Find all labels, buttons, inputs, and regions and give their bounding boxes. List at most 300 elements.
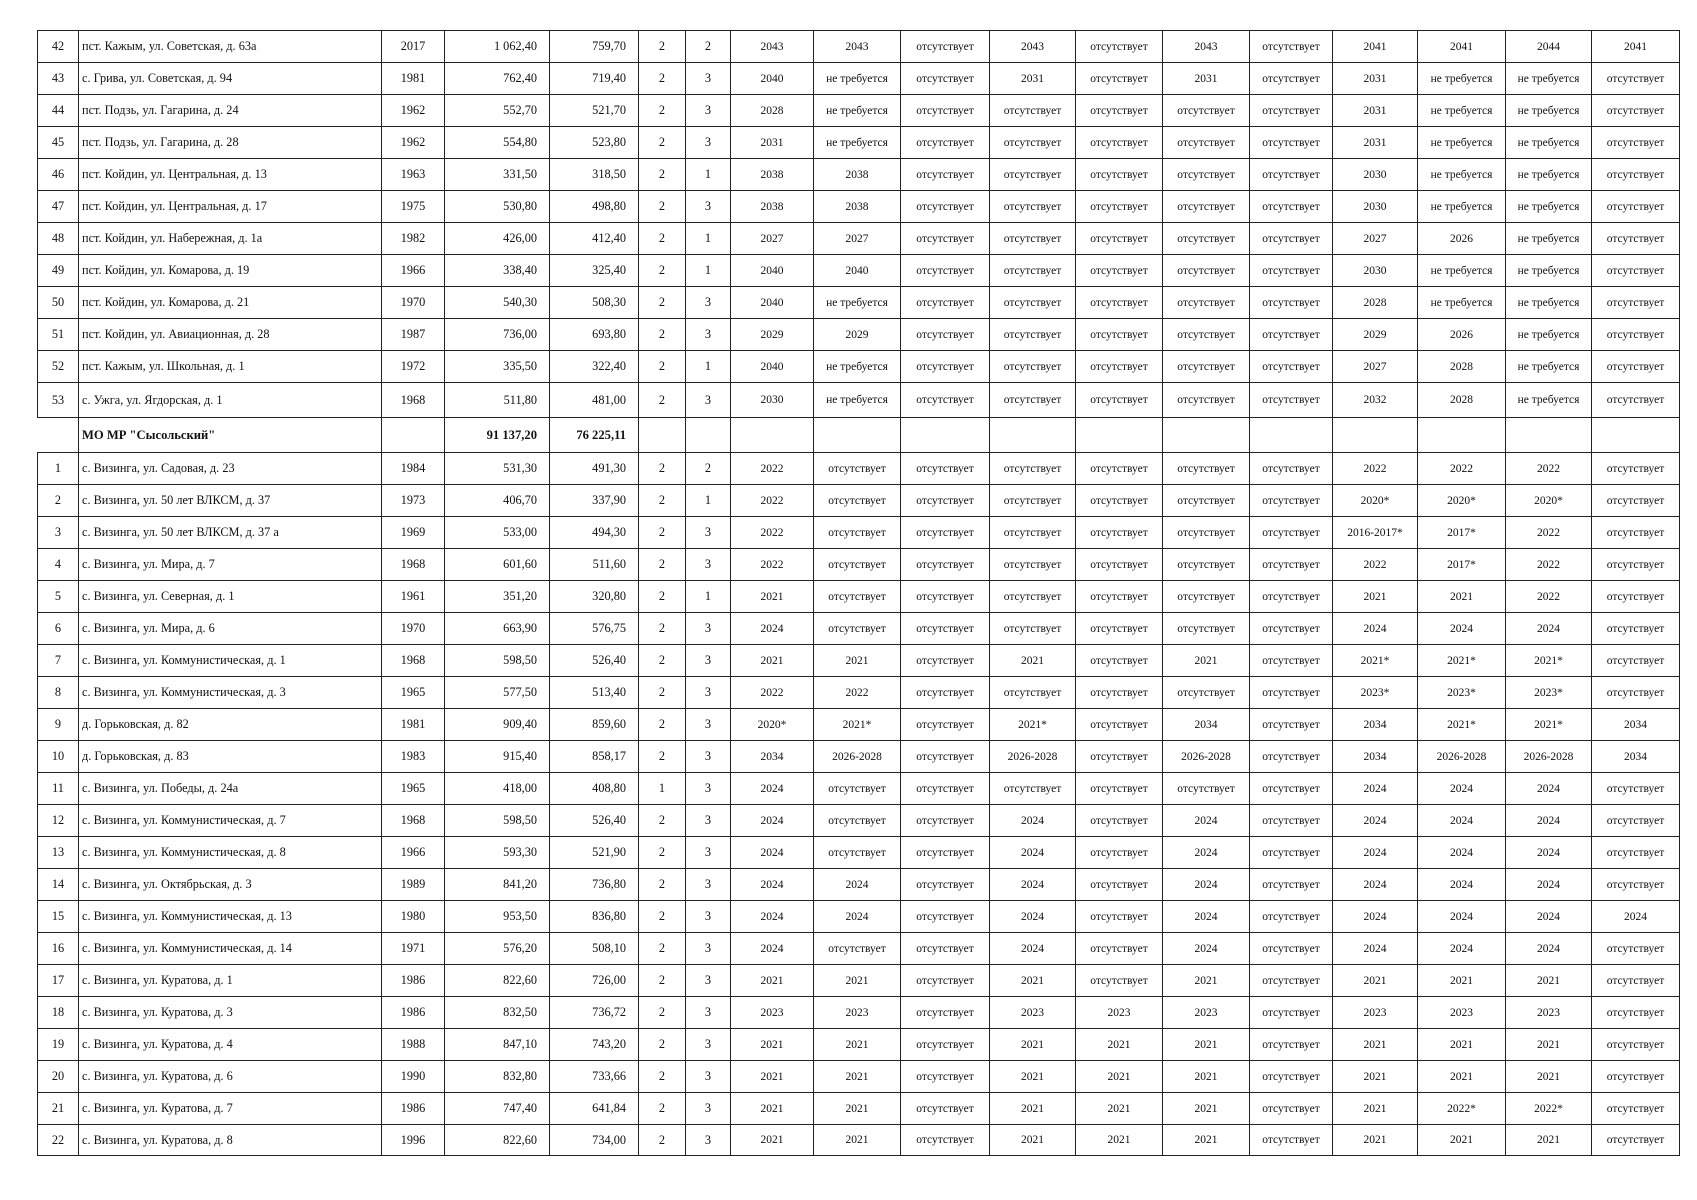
cell-year-built: 1965 <box>382 773 445 805</box>
cell-lift-repair-year: отсутствует <box>1592 1061 1680 1093</box>
cell-gas-repair-year: отсутствует <box>1076 287 1163 319</box>
cell-electric-repair-year: 2021 <box>1333 1029 1418 1061</box>
cell-lift-repair-year: отсутствует <box>1592 645 1680 677</box>
table-row <box>38 223 1680 255</box>
cell-foundation-repair-year: отсутствует <box>901 869 990 901</box>
cell-total-area: 418,00 <box>445 773 550 805</box>
cell-living-area: 734,00 <box>550 1125 639 1156</box>
cell-address: пст. Койдин, ул. Набережная, д. 1а <box>79 223 382 255</box>
cell-sewer-repair-year: 2021 <box>1418 965 1506 997</box>
cell-address: пст. Кажым, ул. Школьная, д. 1 <box>79 351 382 383</box>
table-row <box>38 287 1680 319</box>
cell-roof-repair-year: 2028 <box>731 95 814 127</box>
cell-living-area: 408,80 <box>550 773 639 805</box>
cell-year-built: 1961 <box>382 581 445 613</box>
cell-cold-water-repair-year: отсутствует <box>1250 63 1333 95</box>
cell-year-built: 1962 <box>382 127 445 159</box>
cell-entrances-count: 3 <box>686 741 731 773</box>
cell-year-built: 1990 <box>382 1061 445 1093</box>
table-row <box>38 127 1680 159</box>
table-row <box>38 31 1680 63</box>
cell-foundation-repair-year: отсутствует <box>901 63 990 95</box>
cell-row-number: 22 <box>38 1125 79 1156</box>
cell-basement-repair-year: не требуется <box>1506 95 1592 127</box>
cell-row-number: 15 <box>38 901 79 933</box>
cell-heating-repair-year: 2021 <box>990 965 1076 997</box>
cell-sewer-repair-year: не требуется <box>1418 159 1506 191</box>
cell-hot-water-repair-year: отсутствует <box>1163 517 1250 549</box>
cell-hot-water-repair-year: 2024 <box>1163 869 1250 901</box>
cell-entrances-count: 3 <box>686 1125 731 1156</box>
cell-hot-water-repair-year: отсутствует <box>1163 95 1250 127</box>
cell-hot-water-repair-year: отсутствует <box>1163 453 1250 485</box>
table-row <box>38 351 1680 383</box>
cell-gas-repair-year: отсутствует <box>1076 485 1163 517</box>
cell-lift-repair-year: отсутствует <box>1592 677 1680 709</box>
cell-entrances-count: 3 <box>686 997 731 1029</box>
cell-electric-repair-year: 2030 <box>1333 255 1418 287</box>
cell-foundation-repair-year: отсутствует <box>901 383 990 418</box>
table-row <box>38 383 1680 418</box>
cell-basement-repair-year: 2022 <box>1506 581 1592 613</box>
cell-hot-water-repair-year: отсутствует <box>1163 191 1250 223</box>
cell-lift-repair-year <box>1592 418 1680 453</box>
cell-basement-repair-year: 2022 <box>1506 549 1592 581</box>
cell-roof-repair-year: 2040 <box>731 287 814 319</box>
cell-gas-repair-year: отсутствует <box>1076 709 1163 741</box>
cell-gas-repair-year: отсутствует <box>1076 351 1163 383</box>
cell-facade-repair-year: 2026-2028 <box>814 741 901 773</box>
cell-floors-count: 2 <box>639 485 686 517</box>
cell-electric-repair-year: 2032 <box>1333 383 1418 418</box>
cell-floors-count: 2 <box>639 837 686 869</box>
cell-hot-water-repair-year: 2021 <box>1163 1125 1250 1156</box>
cell-foundation-repair-year: отсутствует <box>901 1125 990 1156</box>
cell-total-area: 663,90 <box>445 613 550 645</box>
cell-sewer-repair-year: 2024 <box>1418 613 1506 645</box>
cell-electric-repair-year: 2021 <box>1333 1125 1418 1156</box>
cell-address: с. Визинга, ул. Куратова, д. 4 <box>79 1029 382 1061</box>
cell-foundation-repair-year: отсутствует <box>901 95 990 127</box>
cell-hot-water-repair-year: 2034 <box>1163 709 1250 741</box>
cell-gas-repair-year: отсутствует <box>1076 63 1163 95</box>
cell-gas-repair-year: отсутствует <box>1076 319 1163 351</box>
cell-sewer-repair-year: 2021 <box>1418 1061 1506 1093</box>
cell-hot-water-repair-year <box>1163 418 1250 453</box>
cell-electric-repair-year: 2021 <box>1333 581 1418 613</box>
cell-basement-repair-year: не требуется <box>1506 319 1592 351</box>
table-row <box>38 549 1680 581</box>
cell-roof-repair-year: 2029 <box>731 319 814 351</box>
cell-cold-water-repair-year: отсутствует <box>1250 549 1333 581</box>
cell-year-built: 1975 <box>382 191 445 223</box>
cell-row-number: 12 <box>38 805 79 837</box>
cell-foundation-repair-year: отсутствует <box>901 223 990 255</box>
cell-basement-repair-year: не требуется <box>1506 351 1592 383</box>
cell-sewer-repair-year: 2024 <box>1418 773 1506 805</box>
cell-cold-water-repair-year: отсутствует <box>1250 1029 1333 1061</box>
cell-heating-repair-year: 2021 <box>990 1029 1076 1061</box>
table-row <box>38 773 1680 805</box>
cell-electric-repair-year: 2027 <box>1333 223 1418 255</box>
cell-basement-repair-year: не требуется <box>1506 223 1592 255</box>
cell-entrances-count: 3 <box>686 1061 731 1093</box>
cell-total-area: 762,40 <box>445 63 550 95</box>
cell-lift-repair-year: 2024 <box>1592 901 1680 933</box>
cell-roof-repair-year: 2024 <box>731 613 814 645</box>
cell-electric-repair-year: 2034 <box>1333 709 1418 741</box>
cell-entrances-count: 3 <box>686 709 731 741</box>
cell-electric-repair-year: 2030 <box>1333 159 1418 191</box>
cell-gas-repair-year: отсутствует <box>1076 805 1163 837</box>
cell-foundation-repair-year: отсутствует <box>901 1093 990 1125</box>
cell-basement-repair-year: 2021 <box>1506 1029 1592 1061</box>
cell-heating-repair-year: отсутствует <box>990 677 1076 709</box>
cell-address: пст. Подзь, ул. Гагарина, д. 24 <box>79 95 382 127</box>
cell-facade-repair-year: 2021 <box>814 1125 901 1156</box>
cell-facade-repair-year: 2024 <box>814 901 901 933</box>
cell-basement-repair-year: 2026-2028 <box>1506 741 1592 773</box>
cell-cold-water-repair-year: отсутствует <box>1250 933 1333 965</box>
cell-roof-repair-year: 2023 <box>731 997 814 1029</box>
cell-address: пст. Койдин, ул. Комарова, д. 21 <box>79 287 382 319</box>
cell-roof-repair-year: 2022 <box>731 517 814 549</box>
cell-entrances-count <box>686 418 731 453</box>
cell-roof-repair-year: 2022 <box>731 485 814 517</box>
cell-basement-repair-year: не требуется <box>1506 191 1592 223</box>
cell-sewer-repair-year: 2024 <box>1418 869 1506 901</box>
cell-lift-repair-year: отсутствует <box>1592 869 1680 901</box>
cell-lift-repair-year: отсутствует <box>1592 63 1680 95</box>
cell-address: с. Ужга, ул. Ягдорская, д. 1 <box>79 383 382 418</box>
cell-floors-count: 2 <box>639 1093 686 1125</box>
cell-row-number: 53 <box>38 383 79 418</box>
cell-row-number: 4 <box>38 549 79 581</box>
table-row <box>38 869 1680 901</box>
cell-facade-repair-year: отсутствует <box>814 453 901 485</box>
table-row <box>38 1029 1680 1061</box>
table-row <box>38 901 1680 933</box>
cell-entrances-count: 3 <box>686 965 731 997</box>
cell-year-built: 1963 <box>382 159 445 191</box>
cell-electric-repair-year: 2021 <box>1333 1061 1418 1093</box>
cell-sewer-repair-year: 2026-2028 <box>1418 741 1506 773</box>
cell-lift-repair-year: отсутствует <box>1592 1093 1680 1125</box>
cell-heating-repair-year: 2024 <box>990 869 1076 901</box>
cell-hot-water-repair-year: 2024 <box>1163 837 1250 869</box>
cell-year-built: 1970 <box>382 613 445 645</box>
cell-entrances-count: 3 <box>686 95 731 127</box>
cell-living-area: 491,30 <box>550 453 639 485</box>
cell-entrances-count: 1 <box>686 255 731 287</box>
cell-cold-water-repair-year: отсутствует <box>1250 837 1333 869</box>
cell-gas-repair-year: отсутствует <box>1076 677 1163 709</box>
cell-heating-repair-year: 2024 <box>990 901 1076 933</box>
cell-cold-water-repair-year: отсутствует <box>1250 383 1333 418</box>
cell-electric-repair-year: 2031 <box>1333 127 1418 159</box>
group-header-row <box>38 418 1680 453</box>
cell-floors-count: 2 <box>639 159 686 191</box>
cell-roof-repair-year: 2038 <box>731 159 814 191</box>
cell-entrances-count: 3 <box>686 933 731 965</box>
cell-address: с. Визинга, ул. Мира, д. 6 <box>79 613 382 645</box>
cell-floors-count: 2 <box>639 255 686 287</box>
cell-living-area: 859,60 <box>550 709 639 741</box>
cell-gas-repair-year: отсутствует <box>1076 453 1163 485</box>
cell-hot-water-repair-year: отсутствует <box>1163 255 1250 287</box>
cell-floors-count: 2 <box>639 95 686 127</box>
cell-facade-repair-year: 2021 <box>814 1093 901 1125</box>
cell-year-built: 1984 <box>382 453 445 485</box>
cell-address: с. Визинга, ул. Куратова, д. 1 <box>79 965 382 997</box>
cell-row-number: 6 <box>38 613 79 645</box>
cell-total-area: 841,20 <box>445 869 550 901</box>
cell-gas-repair-year: отсутствует <box>1076 933 1163 965</box>
cell-facade-repair-year: отсутствует <box>814 549 901 581</box>
cell-total-area: 338,40 <box>445 255 550 287</box>
cell-hot-water-repair-year: отсутствует <box>1163 127 1250 159</box>
cell-cold-water-repair-year: отсутствует <box>1250 1125 1333 1156</box>
cell-foundation-repair-year: отсутствует <box>901 997 990 1029</box>
cell-floors-count: 2 <box>639 1061 686 1093</box>
cell-living-area: 337,90 <box>550 485 639 517</box>
cell-year-built: 1966 <box>382 837 445 869</box>
cell-sewer-repair-year <box>1418 418 1506 453</box>
cell-total-area: 601,60 <box>445 549 550 581</box>
cell-basement-repair-year: 2022 <box>1506 517 1592 549</box>
cell-entrances-count: 3 <box>686 549 731 581</box>
cell-entrances-count: 1 <box>686 351 731 383</box>
table-row <box>38 485 1680 517</box>
cell-roof-repair-year: 2024 <box>731 773 814 805</box>
table-row <box>38 255 1680 287</box>
cell-hot-water-repair-year: 2021 <box>1163 965 1250 997</box>
cell-living-area: 318,50 <box>550 159 639 191</box>
cell-address: с. Визинга, ул. 50 лет ВЛКСМ, д. 37 а <box>79 517 382 549</box>
cell-sewer-repair-year: 2028 <box>1418 383 1506 418</box>
cell-cold-water-repair-year: отсутствует <box>1250 965 1333 997</box>
cell-year-built: 1968 <box>382 383 445 418</box>
cell-foundation-repair-year: отсутствует <box>901 31 990 63</box>
cell-foundation-repair-year: отсутствует <box>901 191 990 223</box>
cell-hot-water-repair-year: отсутствует <box>1163 485 1250 517</box>
cell-row-number: 7 <box>38 645 79 677</box>
cell-foundation-repair-year: отсутствует <box>901 645 990 677</box>
cell-row-number: 45 <box>38 127 79 159</box>
cell-hot-water-repair-year: отсутствует <box>1163 773 1250 805</box>
table-row <box>38 1061 1680 1093</box>
cell-row-number: 18 <box>38 997 79 1029</box>
cell-electric-repair-year: 2020* <box>1333 485 1418 517</box>
cell-facade-repair-year: 2024 <box>814 869 901 901</box>
cell-roof-repair-year: 2024 <box>731 933 814 965</box>
cell-row-number: 1 <box>38 453 79 485</box>
cell-roof-repair-year: 2021 <box>731 581 814 613</box>
cell-hot-water-repair-year: 2026-2028 <box>1163 741 1250 773</box>
cell-lift-repair-year: отсутствует <box>1592 255 1680 287</box>
cell-cold-water-repair-year: отсутствует <box>1250 223 1333 255</box>
cell-sewer-repair-year: 2022 <box>1418 453 1506 485</box>
cell-address: с. Визинга, ул. Северная, д. 1 <box>79 581 382 613</box>
cell-address: МО МР "Сысольский" <box>79 418 382 453</box>
table-row <box>38 805 1680 837</box>
cell-entrances-count: 3 <box>686 677 731 709</box>
cell-row-number: 20 <box>38 1061 79 1093</box>
cell-foundation-repair-year: отсутствует <box>901 741 990 773</box>
cell-heating-repair-year: 2024 <box>990 837 1076 869</box>
cell-year-built: 1968 <box>382 549 445 581</box>
cell-living-area: 498,80 <box>550 191 639 223</box>
cell-lift-repair-year: отсутствует <box>1592 287 1680 319</box>
cell-facade-repair-year: не требуется <box>814 383 901 418</box>
cell-electric-repair-year: 2031 <box>1333 95 1418 127</box>
cell-basement-repair-year: 2024 <box>1506 901 1592 933</box>
cell-floors-count: 2 <box>639 869 686 901</box>
table-row <box>38 741 1680 773</box>
cell-basement-repair-year: 2021 <box>1506 1061 1592 1093</box>
cell-heating-repair-year: отсутствует <box>990 255 1076 287</box>
cell-heating-repair-year: 2021 <box>990 1125 1076 1156</box>
table-row <box>38 581 1680 613</box>
cell-entrances-count: 1 <box>686 581 731 613</box>
cell-gas-repair-year: отсутствует <box>1076 965 1163 997</box>
cell-electric-repair-year: 2027 <box>1333 351 1418 383</box>
cell-facade-repair-year: отсутствует <box>814 933 901 965</box>
cell-floors-count: 2 <box>639 191 686 223</box>
cell-living-area: 743,20 <box>550 1029 639 1061</box>
cell-row-number: 48 <box>38 223 79 255</box>
cell-total-area: 832,80 <box>445 1061 550 1093</box>
cell-roof-repair-year: 2021 <box>731 1093 814 1125</box>
cell-hot-water-repair-year: отсутствует <box>1163 319 1250 351</box>
cell-foundation-repair-year: отсутствует <box>901 965 990 997</box>
cell-foundation-repair-year: отсутствует <box>901 159 990 191</box>
cell-lift-repair-year: отсутствует <box>1592 549 1680 581</box>
cell-facade-repair-year: 2038 <box>814 191 901 223</box>
cell-floors-count: 2 <box>639 517 686 549</box>
cell-living-area: 641,84 <box>550 1093 639 1125</box>
cell-basement-repair-year: 2021 <box>1506 1125 1592 1156</box>
cell-entrances-count: 3 <box>686 383 731 418</box>
cell-total-area: 426,00 <box>445 223 550 255</box>
cell-year-built: 1965 <box>382 677 445 709</box>
cell-total-area: 598,50 <box>445 645 550 677</box>
cell-electric-repair-year: 2024 <box>1333 773 1418 805</box>
cell-foundation-repair-year: отсутствует <box>901 581 990 613</box>
cell-facade-repair-year: 2043 <box>814 31 901 63</box>
cell-floors-count <box>639 418 686 453</box>
cell-entrances-count: 3 <box>686 773 731 805</box>
cell-floors-count: 2 <box>639 1125 686 1156</box>
cell-hot-water-repair-year: отсутствует <box>1163 677 1250 709</box>
cell-floors-count: 2 <box>639 581 686 613</box>
cell-year-built: 2017 <box>382 31 445 63</box>
cell-floors-count: 2 <box>639 997 686 1029</box>
cell-entrances-count: 3 <box>686 837 731 869</box>
cell-gas-repair-year: отсутствует <box>1076 901 1163 933</box>
cell-living-area: 736,72 <box>550 997 639 1029</box>
table-row <box>38 837 1680 869</box>
cell-floors-count: 2 <box>639 351 686 383</box>
cell-sewer-repair-year: не требуется <box>1418 191 1506 223</box>
cell-basement-repair-year: не требуется <box>1506 287 1592 319</box>
cell-roof-repair-year: 2021 <box>731 645 814 677</box>
cell-heating-repair-year: 2043 <box>990 31 1076 63</box>
cell-hot-water-repair-year: 2021 <box>1163 1029 1250 1061</box>
cell-cold-water-repair-year: отсутствует <box>1250 1093 1333 1125</box>
cell-address: пст. Койдин, ул. Авиационная, д. 28 <box>79 319 382 351</box>
cell-cold-water-repair-year: отсутствует <box>1250 805 1333 837</box>
table-row <box>38 517 1680 549</box>
cell-floors-count: 2 <box>639 319 686 351</box>
cell-floors-count: 2 <box>639 287 686 319</box>
cell-living-area: 521,70 <box>550 95 639 127</box>
cell-lift-repair-year: отсутствует <box>1592 1029 1680 1061</box>
cell-electric-repair-year: 2023* <box>1333 677 1418 709</box>
cell-cold-water-repair-year: отсутствует <box>1250 95 1333 127</box>
cell-gas-repair-year: отсутствует <box>1076 613 1163 645</box>
cell-facade-repair-year: не требуется <box>814 63 901 95</box>
cell-hot-water-repair-year: отсутствует <box>1163 383 1250 418</box>
cell-year-built: 1983 <box>382 741 445 773</box>
cell-sewer-repair-year: не требуется <box>1418 287 1506 319</box>
cell-gas-repair-year: отсутствует <box>1076 645 1163 677</box>
cell-lift-repair-year: отсутствует <box>1592 383 1680 418</box>
cell-living-area: 481,00 <box>550 383 639 418</box>
table-row <box>38 997 1680 1029</box>
cell-basement-repair-year: 2022* <box>1506 1093 1592 1125</box>
cell-sewer-repair-year: не требуется <box>1418 255 1506 287</box>
cell-sewer-repair-year: 2023* <box>1418 677 1506 709</box>
cell-lift-repair-year: отсутствует <box>1592 127 1680 159</box>
cell-floors-count: 2 <box>639 741 686 773</box>
cell-cold-water-repair-year: отсутствует <box>1250 255 1333 287</box>
cell-facade-repair-year: не требуется <box>814 127 901 159</box>
cell-year-built: 1968 <box>382 645 445 677</box>
cell-row-number: 51 <box>38 319 79 351</box>
cell-row-number: 17 <box>38 965 79 997</box>
cell-sewer-repair-year: не требуется <box>1418 95 1506 127</box>
cell-basement-repair-year: 2023 <box>1506 997 1592 1029</box>
cell-heating-repair-year: 2021 <box>990 1061 1076 1093</box>
cell-living-area: 759,70 <box>550 31 639 63</box>
cell-row-number: 43 <box>38 63 79 95</box>
cell-address: д. Горьковская, д. 83 <box>79 741 382 773</box>
cell-floors-count: 2 <box>639 965 686 997</box>
cell-electric-repair-year: 2022 <box>1333 453 1418 485</box>
cell-lift-repair-year: отсутствует <box>1592 159 1680 191</box>
cell-heating-repair-year: отсутствует <box>990 127 1076 159</box>
cell-hot-water-repair-year: 2024 <box>1163 805 1250 837</box>
cell-living-area: 858,17 <box>550 741 639 773</box>
table-row <box>38 95 1680 127</box>
cell-living-area: 693,80 <box>550 319 639 351</box>
cell-electric-repair-year: 2024 <box>1333 805 1418 837</box>
cell-cold-water-repair-year: отсутствует <box>1250 581 1333 613</box>
cell-row-number: 2 <box>38 485 79 517</box>
cell-year-built: 1987 <box>382 319 445 351</box>
cell-hot-water-repair-year: 2043 <box>1163 31 1250 63</box>
cell-foundation-repair-year: отсутствует <box>901 773 990 805</box>
table-row <box>38 645 1680 677</box>
cell-year-built: 1981 <box>382 709 445 741</box>
cell-basement-repair-year: не требуется <box>1506 63 1592 95</box>
cell-electric-repair-year: 2034 <box>1333 741 1418 773</box>
cell-floors-count: 2 <box>639 1029 686 1061</box>
cell-electric-repair-year: 2016-2017* <box>1333 517 1418 549</box>
cell-gas-repair-year: отсутствует <box>1076 127 1163 159</box>
cell-roof-repair-year: 2040 <box>731 351 814 383</box>
